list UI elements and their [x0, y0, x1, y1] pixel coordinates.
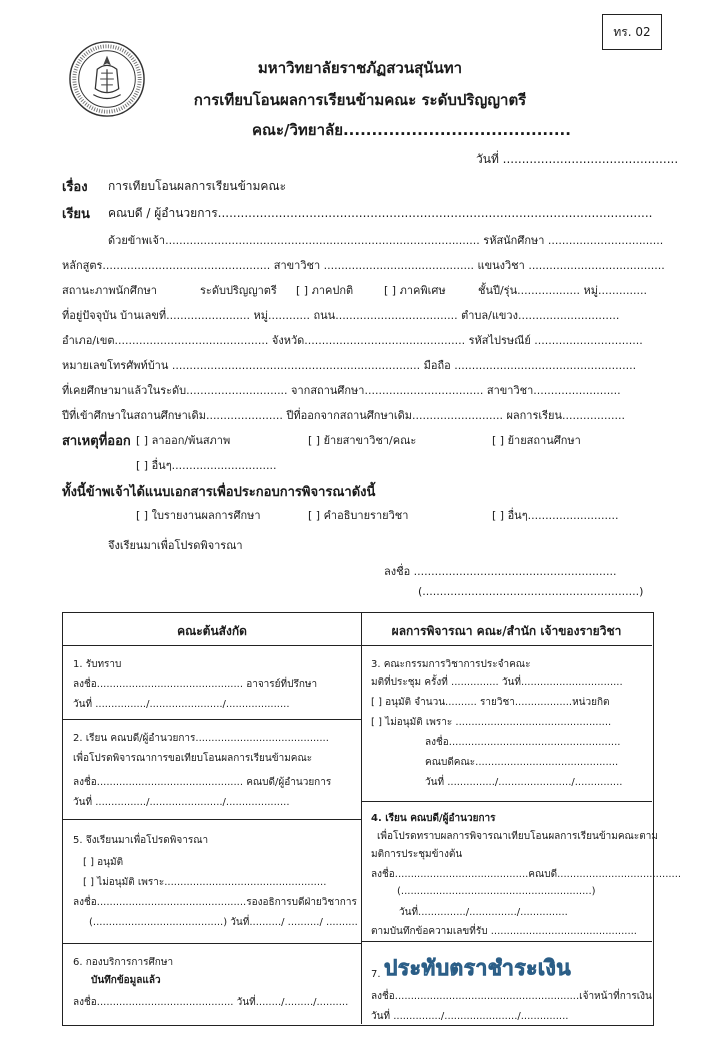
date-field[interactable]: วันที่ ..............................................	[476, 152, 679, 166]
section2-text: เพื่อโปรดพิจารณาการขอเทียบโอนผลการเรียนข้ามคณะ	[73, 753, 313, 764]
advisor-signature-field[interactable]: ลงชื่อ.............................................. อาจารย์ที่ปรึกษา	[73, 679, 318, 690]
regular-checkbox[interactable]: [ ] ภาคปกติ	[296, 284, 354, 297]
left-column-header: คณะต้นสังกัด	[177, 624, 247, 638]
address-line[interactable]: ที่อยู่ปัจจุบัน บ้านเลขที่........................ หมู่............ ถนน................................... ตำบล/แขวง.............................	[62, 309, 620, 322]
university-name: มหาวิทยาลัยราชภัฏสวนสุนันทา	[257, 59, 463, 77]
attach-course-desc-checkbox[interactable]: [ ] คำอธิบายรายวิชา	[308, 509, 409, 522]
section6-title: 6. กองบริการการศึกษา	[73, 957, 174, 968]
section1-date-field[interactable]: วันที่ ................/......................./....................	[73, 699, 290, 710]
to-field[interactable]: คณบดี / ผู้อำนวยการ..................................................................................................................	[108, 206, 653, 220]
attach-transcript-checkbox[interactable]: [ ] ใบรายงานผลการศึกษา	[136, 509, 261, 522]
section5-approve-checkbox[interactable]: [ ] อนุมัติ	[83, 857, 124, 868]
status-label: สถานะภาพนักศึกษา	[62, 284, 157, 297]
memo-number-field[interactable]: ตามบันทึกข้อความเลขที่รับ ..............................................	[371, 926, 637, 937]
attach-other-checkbox[interactable]: [ ] อื่นๆ..........................	[492, 509, 619, 522]
finance-signature-field[interactable]: ลงชื่อ..........................................................เจ้าหน้าที่การเงิน	[371, 991, 652, 1002]
row-divider	[63, 943, 361, 944]
table-column-divider	[361, 613, 362, 1024]
to-label: เรียน	[62, 207, 90, 222]
program-line[interactable]: หลักสูตร................................................ สาขาวิชา ........................................... แขนงวิชา .......................................	[62, 259, 665, 272]
form-title: การเทียบโอนผลการเรียนข้ามคณะ ระดับปริญญาตรี	[193, 91, 527, 109]
applicant-line[interactable]: ด้วยข้าพเจ้า.......................................................................................... รหัสนักศึกษา .................................	[108, 234, 664, 247]
faculty-dean-field[interactable]: คณบดีคณะ.............................................	[425, 757, 619, 768]
closing-text: จึงเรียนมาเพื่อโปรดพิจารณา	[108, 539, 243, 552]
section5-name-date-field[interactable]: (.........................................) วันที่........../ ........../ ..........	[89, 917, 358, 928]
row-divider	[63, 719, 361, 720]
reason-other-checkbox[interactable]: [ ] อื่นๆ..............................	[136, 459, 277, 472]
right-column-header: ผลการพิจารณา คณะ/สำนัก เจ้าของรายวิชา	[391, 624, 622, 638]
section1-title: 1. รับทราบ	[73, 659, 122, 670]
subject-text: การเทียบโอนผลการเรียนข้ามคณะ	[108, 179, 287, 193]
attachments-label: ทั้งนี้ข้าพเจ้าได้แนบเอกสารเพื่อประกอบการพิจารณาดังนี้	[62, 485, 376, 500]
section5-title: 5. จึงเรียนมาเพื่อโปรดพิจารณา	[73, 835, 209, 846]
vice-president-signature-field[interactable]: ลงชื่อ...............................................รองอธิการบดีฝ่ายวิชาการ	[73, 897, 357, 908]
applicant-name-field[interactable]: (..............................................................)	[418, 585, 644, 598]
section3-date-field[interactable]: วันที่ .............../......................./...............	[425, 777, 623, 788]
reason-transfer-major-checkbox[interactable]: [ ] ย้ายสาขาวิชา/คณะ	[308, 434, 417, 447]
section5-reject-checkbox[interactable]: [ ] ไม่อนุมัติ เพราะ...................................................	[83, 877, 327, 888]
reason-resign-checkbox[interactable]: [ ] ลาออก/พ้นสภาพ	[136, 434, 231, 447]
year-group-field[interactable]: ชั้นปี/รุ่น.................. หมู่..............	[478, 284, 647, 297]
form-code-box: ทร. 02	[602, 14, 662, 50]
section4-date-field[interactable]: วันที่.............../.............../...............	[399, 907, 568, 918]
section3-reject-checkbox[interactable]: [ ] ไม่อนุมัติ เพราะ .................................................	[371, 717, 612, 728]
section4-title: 4. เรียน คณบดี/ผู้อำนวยการ	[371, 813, 496, 824]
meeting-field[interactable]: มติที่ประชุม ครั้งที่ ............... วันที่................................	[371, 677, 623, 688]
applicant-signature-field[interactable]: ลงชื่อ ..........................................................	[384, 565, 617, 578]
recorded-label: บันทึกข้อมูลแล้ว	[91, 975, 161, 986]
section3-title: 3. คณะกรรมการวิชาการประจำคณะ	[371, 659, 531, 670]
row-divider	[361, 801, 652, 802]
previous-years-line[interactable]: ปีที่เข้าศึกษาในสถานศึกษาเดิม...................... ปีที่ออกจากสถานศึกษาเดิม.......................... ผลการเรียน..................	[62, 409, 625, 422]
faculty-field[interactable]: คณะ/วิทยาลัย........................................	[252, 121, 571, 139]
degree-level-label: ระดับปริญญาตรี	[200, 284, 277, 297]
row-divider	[63, 819, 361, 820]
section7-title: 7.	[371, 969, 381, 980]
section2-date-field[interactable]: วันที่ ................/......................./....................	[73, 797, 290, 808]
phone-line[interactable]: หมายเลขโทรศัพท์บ้าน ....................................................................... มือถือ ....................................................	[62, 359, 637, 372]
dean-signature-field[interactable]: ลงชื่อ.............................................. คณบดี/ผู้อำนวยการ	[73, 777, 332, 788]
section6-signature-field[interactable]: ลงชื่อ........................................... วันที่......../........./..........	[73, 997, 349, 1008]
district-line[interactable]: อำเภอ/เขต............................................ จังหวัด.............................................. รหัสไปรษณีย์ ...............................	[62, 334, 643, 347]
section4-name-field[interactable]: (............................................................)	[397, 886, 596, 897]
payment-stamp: ประทับตราชำระเงิน	[384, 956, 572, 980]
section2-title[interactable]: 2. เรียน คณบดี/ผู้อำนวยการ..........................................	[73, 733, 329, 744]
subject-label: เรื่อง	[62, 180, 88, 195]
section4-text-line1: เพื่อโปรดทราบผลการพิจารณาเทียบโอนผลการเรียนข้ามคณะตาม	[377, 831, 658, 842]
section7-date-field[interactable]: วันที่ .............../......................./...............	[371, 1011, 569, 1022]
section4-text-line2: มติการประชุมข้างต้น	[371, 849, 463, 860]
reason-label: สาเหตุที่ออก	[62, 434, 131, 449]
section3-approve-checkbox[interactable]: [ ] อนุมัติ จำนวน.......... รายวิชา..................หน่วยกิต	[371, 697, 610, 708]
special-checkbox[interactable]: [ ] ภาคพิเศษ	[384, 284, 446, 297]
section4-signature-field[interactable]: ลงชื่อ..........................................คณบดี.......................................	[371, 869, 682, 880]
previous-education-line[interactable]: ที่เคยศึกษามาแล้วในระดับ............................. จากสถานศึกษา.................................. สาขาวิชา.........................	[62, 384, 621, 397]
reason-transfer-school-checkbox[interactable]: [ ] ย้ายสถานศึกษา	[492, 434, 581, 447]
row-divider	[361, 941, 652, 942]
header-divider	[63, 645, 652, 646]
section3-signature-field[interactable]: ลงชื่อ......................................................	[425, 737, 621, 748]
